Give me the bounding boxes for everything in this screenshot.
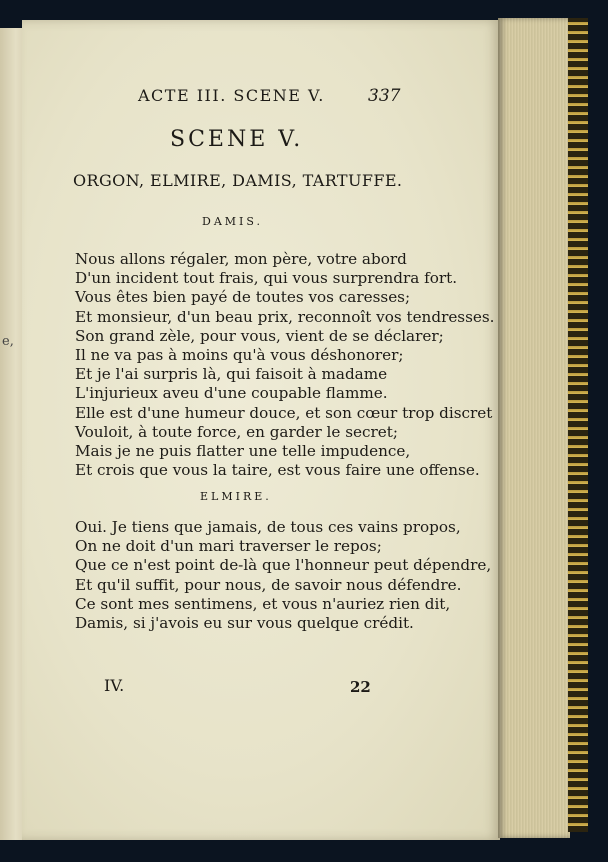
verse-line: Vouloit, à toute force, en garder le secret;: [75, 422, 398, 441]
verse-line: D'un incident tout frais, qui vous surprendra fort.: [75, 269, 458, 288]
verse-line: Et monsieur, d'un beau prix, reconnoît vos tendresses.: [75, 307, 495, 326]
margin-mark: e,: [2, 334, 14, 349]
speech-damis: [75, 250, 495, 480]
verse-line: L'injurieux aveu d'une coupable flamme.: [75, 384, 388, 403]
verse-line: Nous allons régaler, mon père, votre abord: [75, 250, 407, 268]
verse-line: Oui. Je tiens que jamais, de tous ces vains propos,: [75, 518, 461, 536]
verse-line: Elle est d'une humeur douce, et son cœur trop discret: [75, 403, 493, 422]
verse-line: Mais je ne puis flatter une telle impudence,: [75, 442, 411, 461]
speaker-damis: DAMIS.: [202, 215, 264, 228]
volume-signature: IV.: [104, 676, 125, 695]
speech-elmire: [75, 518, 492, 633]
verse-line: Son grand zèle, pour vous, vient de se déclarer;: [75, 326, 444, 345]
verse-line: Et qu'il suffit, pour nous, de savoir nous défendre.: [75, 575, 462, 594]
verse-line: Damis, si j'avois eu sur vous quelque crédit.: [75, 614, 414, 633]
scene-title: SCENE V.: [170, 127, 304, 152]
verse-line: Et je l'ai surpris là, qui faisoit à madame: [75, 365, 388, 384]
running-title: ACTE III. SCENE V.: [138, 86, 325, 105]
page-block-edges: [498, 18, 570, 838]
speaker-elmire: ELMIRE.: [200, 490, 272, 503]
gilt-spine: [568, 18, 588, 832]
verse-line: Que ce n'est point de-là que l'honneur peut dépendre,: [75, 556, 492, 575]
verse-line: On ne doit d'un mari traverser le repos;: [75, 537, 382, 556]
character-list: ORGON, ELMIRE, DAMIS, TARTUFFE.: [73, 171, 403, 190]
verse-line: Vous êtes bien payé de toutes vos caresses;: [75, 288, 411, 307]
sheet-signature: 22: [350, 678, 371, 696]
page-number: 337: [368, 86, 401, 106]
verse-line: Ce sont mes sentimens, et vous n'auriez rien dit,: [75, 594, 451, 613]
verse-line: Il ne va pas à moins qu'à vous déshonorer;: [75, 346, 404, 365]
verse-line: Et crois que vous la taire, est vous faire une offense.: [75, 461, 480, 480]
